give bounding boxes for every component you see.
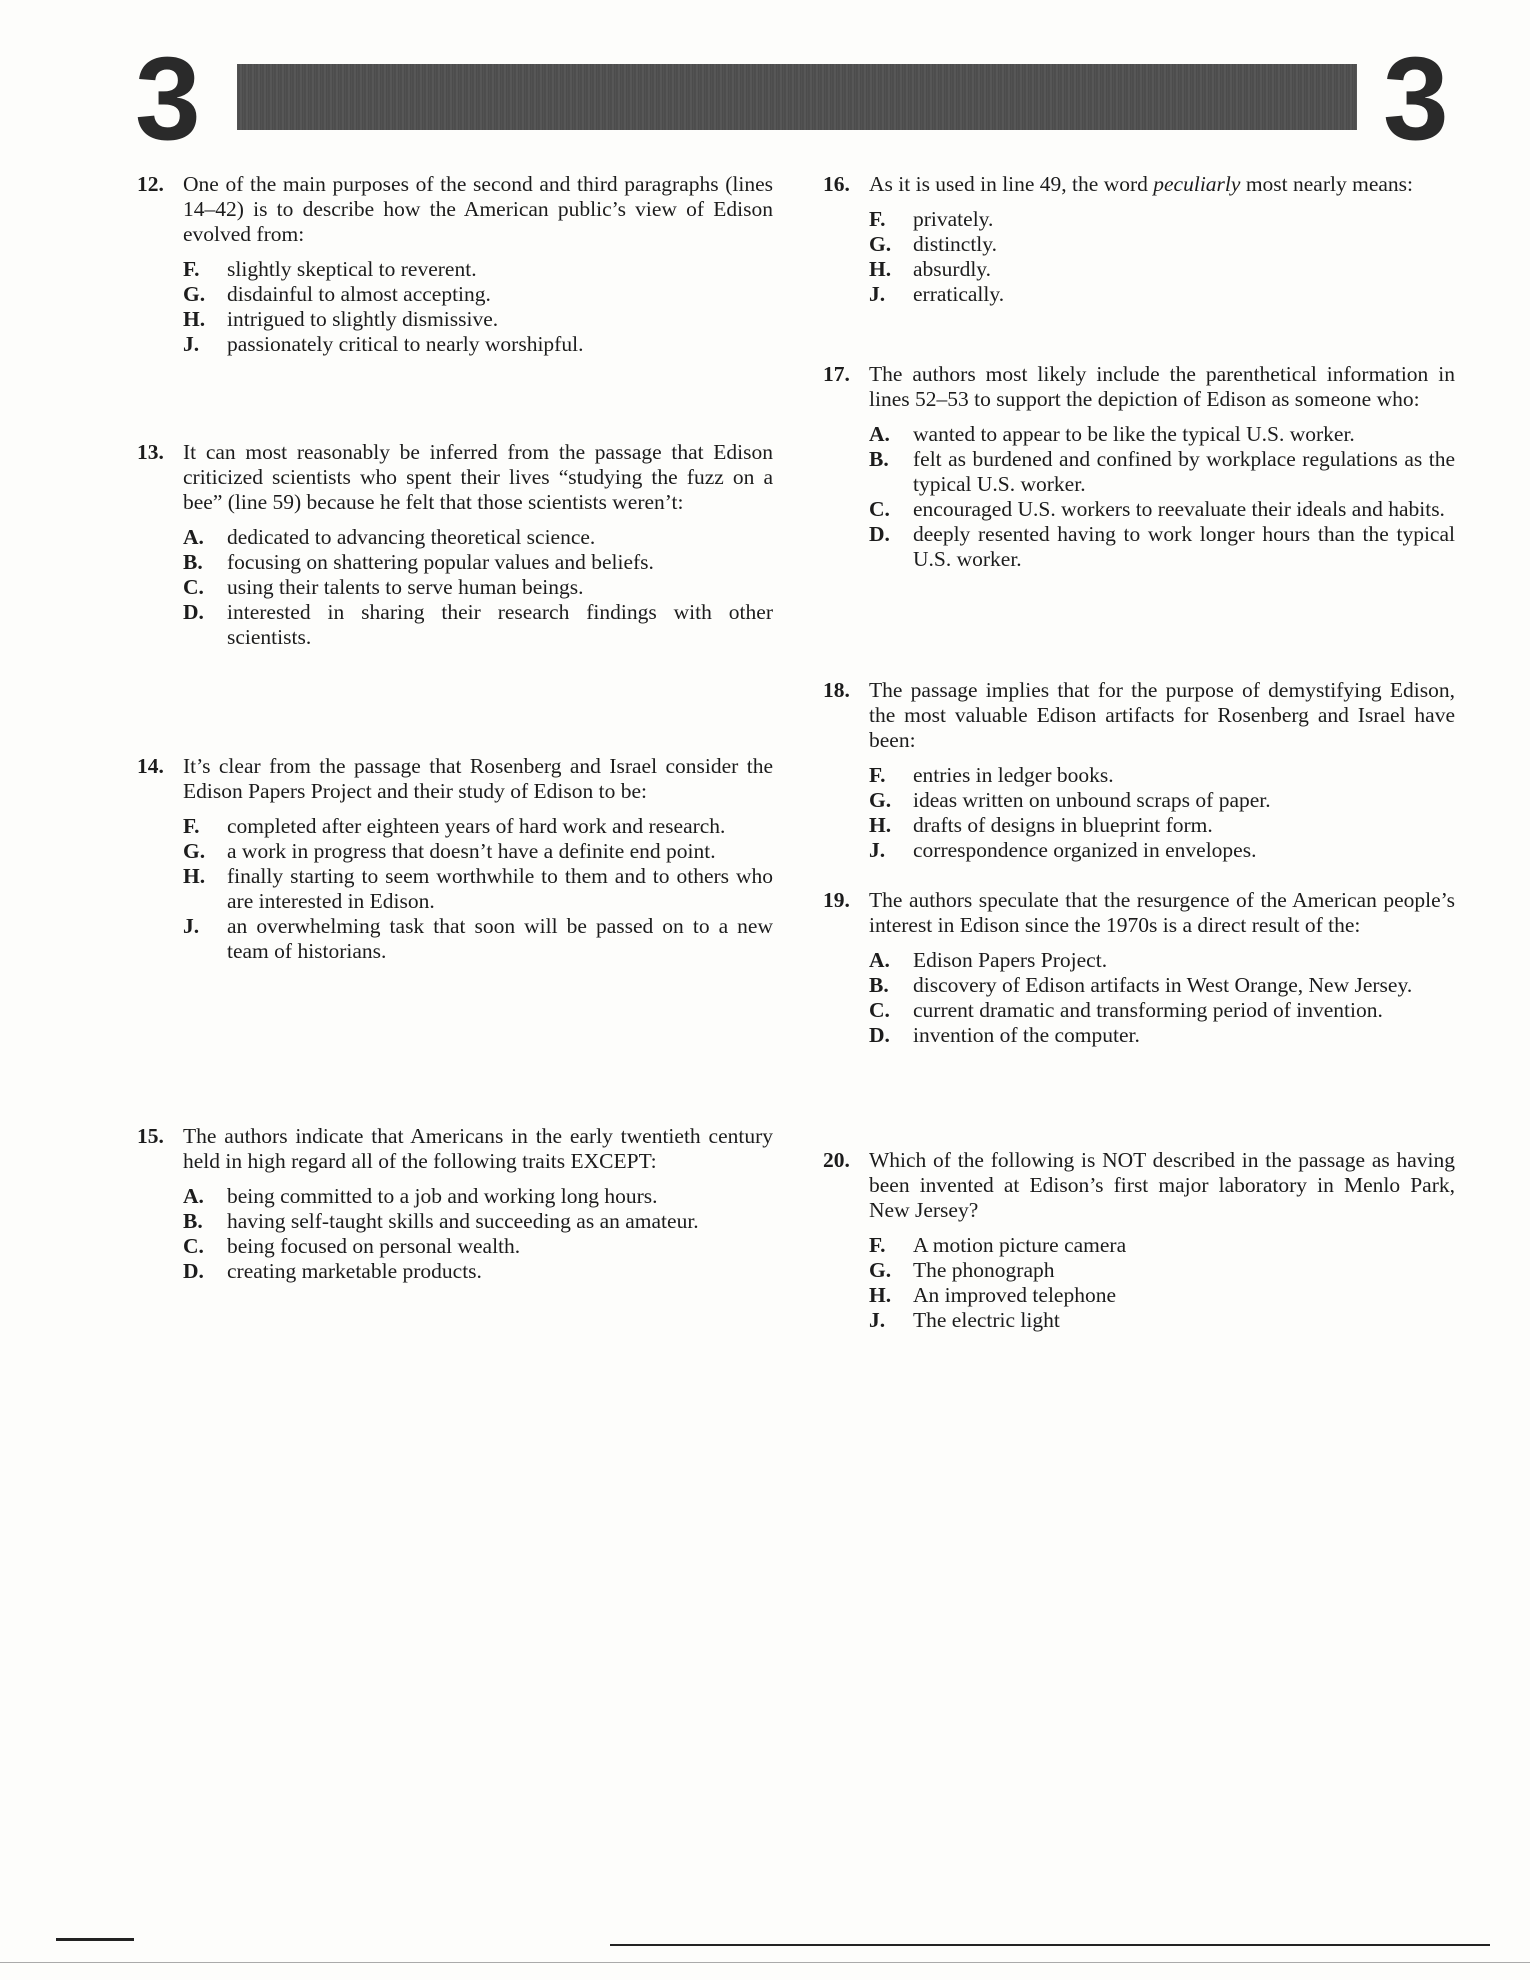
answer-option: [183, 864, 773, 914]
option-letter: A.: [183, 525, 204, 549]
question-number: 16.: [823, 172, 850, 196]
option-letter: H.: [869, 257, 892, 281]
option-text: invention of the computer.: [913, 1023, 1140, 1047]
question-number: 18.: [823, 678, 850, 702]
answer-option: [869, 763, 1455, 788]
answer-option: [869, 1023, 1455, 1048]
option-text: creating marketable products.: [227, 1259, 482, 1283]
option-letter: G.: [869, 232, 892, 256]
option-letter: J.: [869, 282, 886, 306]
option-text: being focused on personal wealth.: [227, 1234, 521, 1258]
question-stem: The authors indicate that Americans in the early twentieth century held in high regard all of the following traits EXCEPT:: [183, 1124, 773, 1173]
option-text: slightly skeptical to reverent.: [227, 257, 477, 281]
option-text: absurdly.: [913, 257, 992, 281]
question-20: [823, 1148, 1455, 1333]
question-13: [137, 440, 773, 650]
option-text: drafts of designs in blueprint form.: [913, 813, 1213, 837]
option-letter: F.: [869, 763, 886, 787]
answer-option: [869, 948, 1455, 973]
question-number: 12.: [137, 172, 164, 196]
option-letter: A.: [869, 422, 890, 446]
option-text: ideas written on unbound scraps of paper.: [913, 788, 1271, 812]
section-number-right: 3: [1383, 33, 1449, 165]
option-text: finally starting to seem worthwhile to them and to others who are interested in Edison.: [227, 864, 773, 913]
answer-option: [869, 998, 1455, 1023]
answer-option: [869, 1283, 1455, 1308]
answer-option: [183, 1234, 773, 1259]
answer-option: [183, 1259, 773, 1284]
answer-option: [869, 232, 1455, 257]
option-text: interested in sharing their research findings with other scientists.: [227, 600, 773, 649]
option-letter: C.: [869, 998, 890, 1022]
option-letter: G.: [183, 839, 206, 863]
option-text: intrigued to slightly dismissive.: [227, 307, 499, 331]
option-letter: J.: [183, 914, 200, 938]
answer-option: [183, 600, 773, 650]
option-text: distinctly.: [913, 232, 998, 256]
option-text: focusing on shattering popular values and beliefs.: [227, 550, 654, 574]
option-text: The phonograph: [913, 1258, 1055, 1282]
page-edge-line: [0, 1962, 1530, 1963]
option-letter: A.: [869, 948, 890, 972]
option-text: entries in ledger books.: [913, 763, 1114, 787]
option-text: The electric light: [913, 1308, 1060, 1332]
answer-option: [183, 1209, 773, 1234]
question-number: 13.: [137, 440, 164, 464]
option-letter: D.: [869, 1023, 890, 1047]
answer-option: [183, 307, 773, 332]
question-14: [137, 754, 773, 964]
answer-option: [869, 257, 1455, 282]
option-text: felt as burdened and confined by workplace regulations as the typical U.S. worker.: [913, 447, 1455, 496]
option-letter: F.: [869, 1233, 886, 1257]
answer-option: [183, 1184, 773, 1209]
question-16: [823, 172, 1455, 307]
question-stem: It’s clear from the passage that Rosenberg and Israel consider the Edison Papers Project and their study of Edison to be:: [183, 754, 773, 803]
option-text: discovery of Edison artifacts in West Orange, New Jersey.: [913, 973, 1413, 997]
option-letter: H.: [869, 813, 892, 837]
option-letter: H.: [183, 307, 206, 331]
answer-option: [869, 207, 1455, 232]
option-text: a work in progress that doesn’t have a definite end point.: [227, 839, 716, 863]
option-letter: B.: [183, 550, 203, 574]
answer-option: [869, 973, 1455, 998]
option-letter: H.: [869, 1283, 892, 1307]
answer-option: [869, 788, 1455, 813]
answer-option: [183, 257, 773, 282]
answer-option: [869, 422, 1455, 447]
question-18: [823, 678, 1455, 863]
question-stem-start: As it is used in line 49, the word: [869, 172, 1154, 196]
answer-option: [869, 813, 1455, 838]
option-letter: D.: [869, 522, 890, 546]
question-stem: The passage implies that for the purpose of demystifying Edison, the most valuable Edison artifacts for Rosenberg and Israel have been:: [869, 678, 1455, 752]
option-letter: C.: [869, 497, 890, 521]
answer-option: [183, 282, 773, 307]
option-letter: F.: [183, 257, 200, 281]
option-letter: C.: [183, 575, 204, 599]
option-letter: B.: [183, 1209, 203, 1233]
question-stem: One of the main purposes of the second and third paragraphs (lines 14–42) is to describe how the American public’s view of Edison evolved from:: [183, 172, 773, 246]
answer-option: [183, 525, 773, 550]
question-number: 15.: [137, 1124, 164, 1148]
option-text: an overwhelming task that soon will be passed on to a new team of historians.: [227, 914, 773, 963]
option-letter: F.: [869, 207, 886, 231]
question-stem-italic-word: peculiarly: [1153, 172, 1241, 196]
answer-option: [869, 497, 1455, 522]
answer-option: [869, 1258, 1455, 1283]
option-letter: J.: [183, 332, 200, 356]
answer-option: [183, 332, 773, 357]
answer-option: [183, 814, 773, 839]
option-text: having self-taught skills and succeeding as an amateur.: [227, 1209, 699, 1233]
footer-rule-left: [56, 1938, 134, 1941]
option-letter: H.: [183, 864, 206, 888]
question-stem: Which of the following is NOT described in the passage as having been invented at Edison’s first major laboratory in Menlo Park, New Jersey?: [869, 1148, 1455, 1222]
option-text: erratically.: [913, 282, 1005, 306]
option-text: completed after eighteen years of hard work and research.: [227, 814, 726, 838]
answer-option: [869, 447, 1455, 497]
option-letter: B.: [869, 973, 889, 997]
option-letter: J.: [869, 838, 886, 862]
option-letter: C.: [183, 1234, 204, 1258]
option-text: using their talents to serve human beings.: [227, 575, 584, 599]
question-stem: The authors speculate that the resurgence of the American people’s interest in Edison since the 1970s is a direct result of the:: [869, 888, 1455, 937]
answer-option: [869, 1308, 1455, 1333]
question-12: [137, 172, 773, 357]
question-number: 19.: [823, 888, 850, 912]
option-letter: B.: [869, 447, 889, 471]
question-stem: It can most reasonably be inferred from the passage that Edison criticized scientists who spent their lives “studying the fuzz on a bee” (line 59) because he felt that those scientists weren’t:: [183, 440, 773, 514]
option-letter: G.: [869, 788, 892, 812]
option-text: dedicated to advancing theoretical science.: [227, 525, 596, 549]
option-text: Edison Papers Project.: [913, 948, 1108, 972]
answer-option: [869, 838, 1455, 863]
option-letter: J.: [869, 1308, 886, 1332]
answer-option: [183, 839, 773, 864]
option-letter: D.: [183, 1259, 204, 1283]
answer-option: [869, 522, 1455, 572]
option-text: correspondence organized in envelopes.: [913, 838, 1257, 862]
option-text: disdainful to almost accepting.: [227, 282, 491, 306]
option-text: being committed to a job and working long hours.: [227, 1184, 658, 1208]
option-text: privately.: [913, 207, 994, 231]
option-text: An improved telephone: [913, 1283, 1117, 1307]
header-bar: [237, 64, 1357, 130]
option-text: passionately critical to nearly worshipful.: [227, 332, 584, 356]
option-letter: G.: [183, 282, 206, 306]
question-stem: The authors most likely include the parenthetical information in lines 52–53 to support the depiction of Edison as someone who:: [869, 362, 1455, 411]
option-text: deeply resented having to work longer hours than the typical U.S. worker.: [913, 522, 1455, 571]
answer-option: [183, 575, 773, 600]
option-text: encouraged U.S. workers to reevaluate their ideals and habits.: [913, 497, 1445, 521]
section-number-left: 3: [135, 33, 201, 165]
question-number: 14.: [137, 754, 164, 778]
question-15: [137, 1124, 773, 1284]
option-text: A motion picture camera: [913, 1233, 1127, 1257]
option-text: wanted to appear to be like the typical U.S. worker.: [913, 422, 1355, 446]
answer-option: [183, 914, 773, 964]
question-19: [823, 888, 1455, 1048]
question-stem-end: most nearly means:: [1240, 172, 1413, 196]
answer-option: [183, 550, 773, 575]
option-letter: F.: [183, 814, 200, 838]
footer-rule-right: [610, 1944, 1490, 1946]
question-17: [823, 362, 1455, 572]
question-number: 20.: [823, 1148, 850, 1172]
option-letter: G.: [869, 1258, 892, 1282]
answer-option: [869, 282, 1455, 307]
answer-option: [869, 1233, 1455, 1258]
option-text: current dramatic and transforming period of invention.: [913, 998, 1383, 1022]
option-letter: D.: [183, 600, 204, 624]
option-letter: A.: [183, 1184, 204, 1208]
question-number: 17.: [823, 362, 850, 386]
